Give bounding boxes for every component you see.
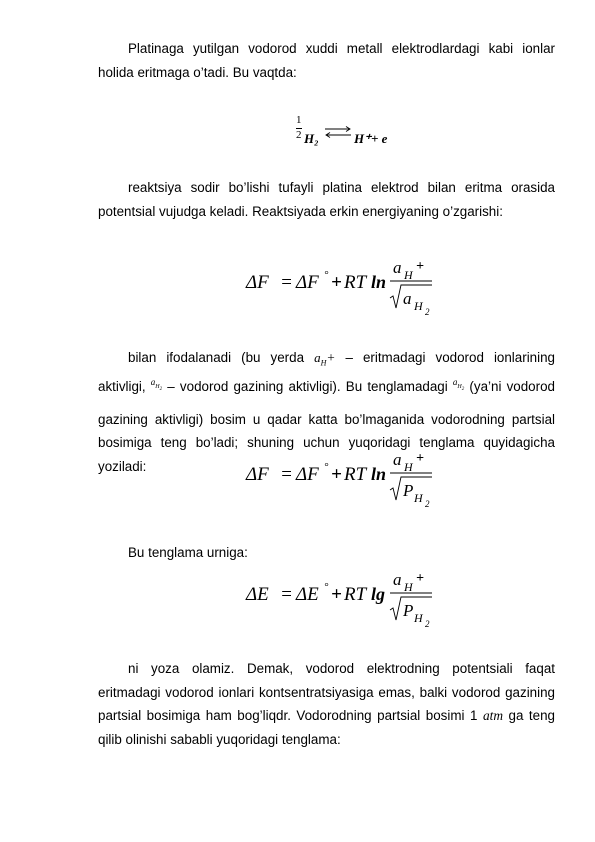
formula2-lhs: ΔF [246, 464, 269, 485]
formula2-den-subsub: 2 [425, 499, 430, 509]
formula1-den-a: a [403, 289, 412, 308]
formula2-equals: = [280, 464, 293, 485]
paragraph-reaction-note-text: reaktsiya sodir bo’lishi tufayli platina elektrod bilan eritma orasida potentsial vujudga keladi. Reaktsiyada erkin energiyaning o’zgarishi: [98, 180, 555, 219]
symbol-a-h2-inline-1: aH2 [150, 377, 163, 393]
formula3-standard: ΔE [296, 584, 319, 605]
formula3-lhs: ΔE [246, 584, 269, 605]
potential-equation-lg-pressure [238, 564, 448, 638]
paragraph-intro-text: Platinaga yutilgan vodorod xuddi metall elektrodlardagi kabi ionlar holida eritmaga o’tadi. Bu vaqtda: [98, 41, 555, 80]
formula3-num-sup: + [416, 571, 424, 586]
formula2-num-a: a [393, 450, 402, 469]
paragraph-intro [98, 37, 555, 84]
formula3-num-sub: H [404, 580, 413, 594]
formula3-den-p: P [403, 601, 414, 620]
formula3-rt: RT [344, 584, 367, 605]
definitions-text-a: bilan ifodalanadi (bu yerda [128, 350, 315, 365]
coefficient-numerator: 1 [296, 114, 302, 126]
formula1-ln: ln [371, 272, 387, 292]
formula2-den-sub: H [414, 491, 423, 505]
formula2-num-sub: H [404, 460, 413, 474]
conclusion-text-a: ni yoza olamiz. Demak, vodorod elektrodning potentsiali faqat eritmadagi vodorod ionlari kontsentratsiyasiga emas, balki vodorod gazining partsial bosimiga ham bog’liqdr. Vodorodning partsial bosimi 1 [98, 661, 555, 724]
symbol-a-h2-inline-2: aH2 [452, 377, 465, 393]
formula2-num-sup: + [416, 451, 424, 466]
formula2-degree: ° [324, 461, 329, 473]
formula2-standard: ΔF [296, 464, 319, 485]
formula2-plus: + [331, 464, 342, 485]
reactant-h2: H₂ [304, 131, 319, 146]
formula3-num-a: a [393, 570, 402, 589]
paragraph-conclusion [98, 657, 555, 751]
unit-atm: atm [482, 708, 504, 724]
formula3-plus: + [331, 584, 342, 605]
formula3-den-subsub: 2 [425, 619, 430, 629]
reaction-equation [296, 114, 416, 154]
products-h-plus-electron: H⁺+ e [354, 131, 388, 146]
formula1-equals: = [280, 272, 293, 293]
paragraph-alternative [98, 541, 555, 565]
formula3-degree: ° [324, 581, 329, 593]
formula1-num-a: a [393, 258, 402, 277]
formula3-den-sub: H [414, 611, 423, 625]
formula3-lg: lg [371, 584, 386, 604]
symbol-a-h-plus: $a_H+$ [314, 350, 336, 368]
free-energy-equation-ln-activity [238, 248, 448, 322]
formula1-degree: ° [324, 269, 329, 281]
formula1-num-sup: + [416, 259, 424, 274]
formula1-lhs: ΔF [246, 272, 269, 293]
paragraph-reaction-note [98, 176, 555, 223]
formula1-den-subsub: 2 [425, 307, 430, 317]
formula1-den-sub: H [414, 299, 423, 313]
coefficient-denominator: 2 [296, 129, 302, 141]
formula1-num-sub: H [404, 268, 413, 282]
formula2-den-p: P [403, 481, 414, 500]
formula2-ln: ln [371, 464, 387, 484]
formula1-rt: RT [344, 272, 367, 293]
paragraph-alternative-text: Bu tenglama urniga: [128, 545, 248, 560]
definitions-text-b: – eritmadagi vodorod ionlarining aktivligi, [98, 350, 555, 395]
formula2-rt: RT [344, 464, 367, 485]
definitions-text-c: – vodorod gazining aktivligi). Bu tenglamadagi [162, 379, 453, 395]
conclusion-text-b: ga teng qilib olinishi sababli yuqoridagi tenglama: [98, 708, 555, 747]
formula3-equals: = [280, 584, 293, 605]
free-energy-equation-ln-pressure [238, 444, 448, 518]
equilibrium-arrows-icon [324, 125, 352, 139]
definitions-text-d: (ya’ni vodorod gazining aktivligi) bosim u qadar katta bo’lmaganida vodorodning partsial bosimiga teng bo’ladi; shuning uchun yuqoridagi tenglama quyidagicha yoziladi: [98, 379, 555, 475]
formula1-standard: ΔF [296, 272, 319, 293]
formula1-plus: + [331, 272, 342, 293]
